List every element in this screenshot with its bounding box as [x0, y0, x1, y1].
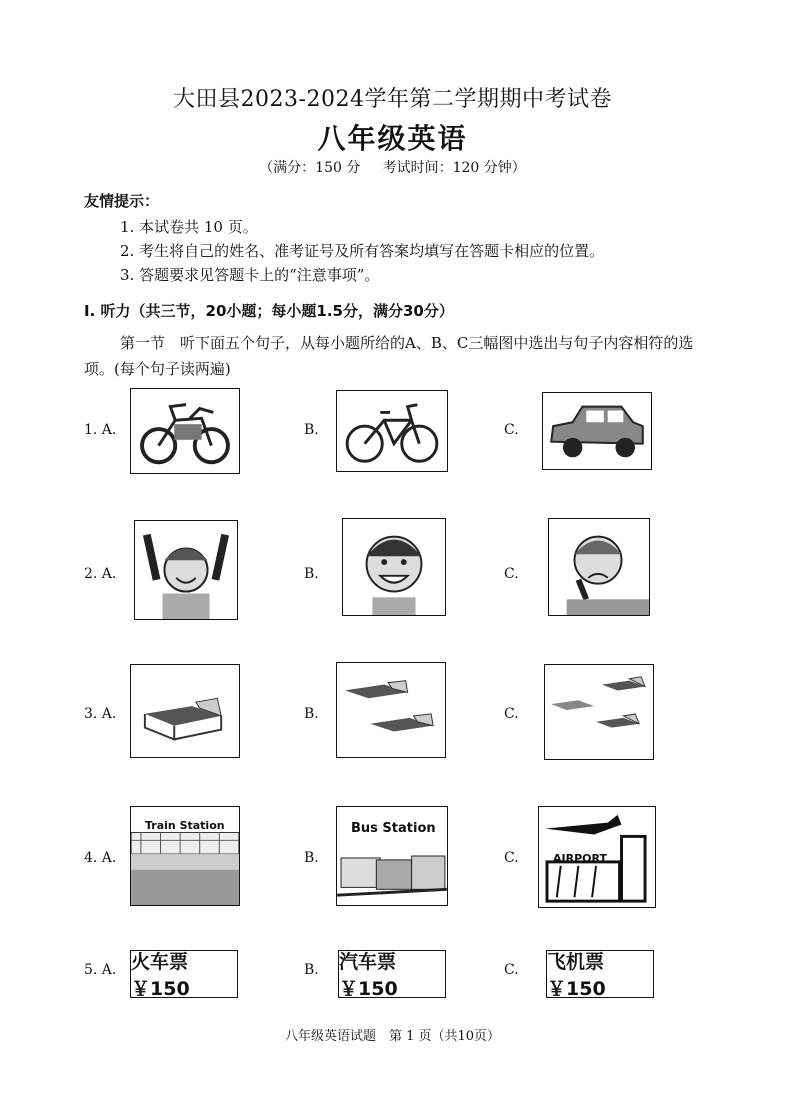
- exam-title: 大田县2023-2024学年第二学期期中考试卷: [173, 87, 612, 112]
- question-1-b-label: B.: [304, 422, 319, 438]
- tip-item: 2. 考生将自己的姓名、准考证号及所有答案均填写在答题卡相应的位置。: [120, 242, 605, 260]
- question-2-c-label: C.: [504, 566, 519, 582]
- bus-ticket-price: 汽车票￥150: [338, 950, 446, 998]
- tip-item: 1. 本试卷共 10 页。: [120, 218, 258, 236]
- question-4-label: 4. A.: [84, 850, 117, 866]
- plane-ticket-price: 飞机票￥150: [546, 950, 654, 998]
- car-icon: [542, 392, 652, 470]
- question-3-c-label: C.: [504, 706, 519, 722]
- three-beds-icon: [544, 664, 654, 760]
- question-2-b-label: B.: [304, 566, 319, 582]
- question-5-label: 5. A.: [84, 962, 117, 978]
- train-ticket-price: 火车票￥150: [130, 950, 238, 998]
- one-bed-icon: [130, 664, 240, 758]
- bus-station-icon: [336, 806, 448, 906]
- airport-icon: [538, 806, 656, 908]
- question-4-b-label: B.: [304, 850, 319, 866]
- question-4-c-label: C.: [504, 850, 519, 866]
- question-5-c-label: C.: [504, 962, 519, 978]
- smiling-boy-icon: [342, 518, 446, 616]
- page-footer: 八年级英语试题 第 1 页（共10页）: [284, 1029, 501, 1044]
- train-station-icon: [130, 806, 240, 906]
- bicycle-icon: [336, 390, 448, 472]
- motorcycle-icon: [130, 388, 240, 474]
- bus-station-sign: Bus Station: [351, 821, 436, 836]
- train-station-sign: Train Station: [145, 819, 225, 832]
- airport-sign: AIRPORT: [553, 852, 607, 865]
- part1-instructions: 第一节 听下面五个句子，从每小题所给的A、B、C三幅图中选出与句子内容相符的选项。(每个句子读两遍): [84, 334, 694, 378]
- section-heading: Ⅰ. 听力（共三节，20小题；每小题1.5分，满分30分）: [84, 302, 454, 320]
- question-1-c-label: C.: [504, 422, 519, 438]
- question-3-label: 3. A.: [84, 706, 117, 722]
- tips-heading: 友情提示：: [84, 192, 160, 210]
- question-3-b-label: B.: [304, 706, 319, 722]
- two-beds-icon: [336, 662, 446, 758]
- question-5-b-label: B.: [304, 962, 319, 978]
- sad-boy-icon: [548, 518, 650, 616]
- excited-boy-icon: [134, 520, 238, 620]
- subject-title: 八年级英语: [317, 122, 468, 155]
- question-1-label: 1. A.: [84, 422, 117, 438]
- tip-item: 3. 答题要求见答题卡上的“注意事项”。: [120, 266, 380, 284]
- exam-info: （满分：150 分 考试时间：120 分钟）: [259, 160, 526, 176]
- question-2-label: 2. A.: [84, 566, 117, 582]
